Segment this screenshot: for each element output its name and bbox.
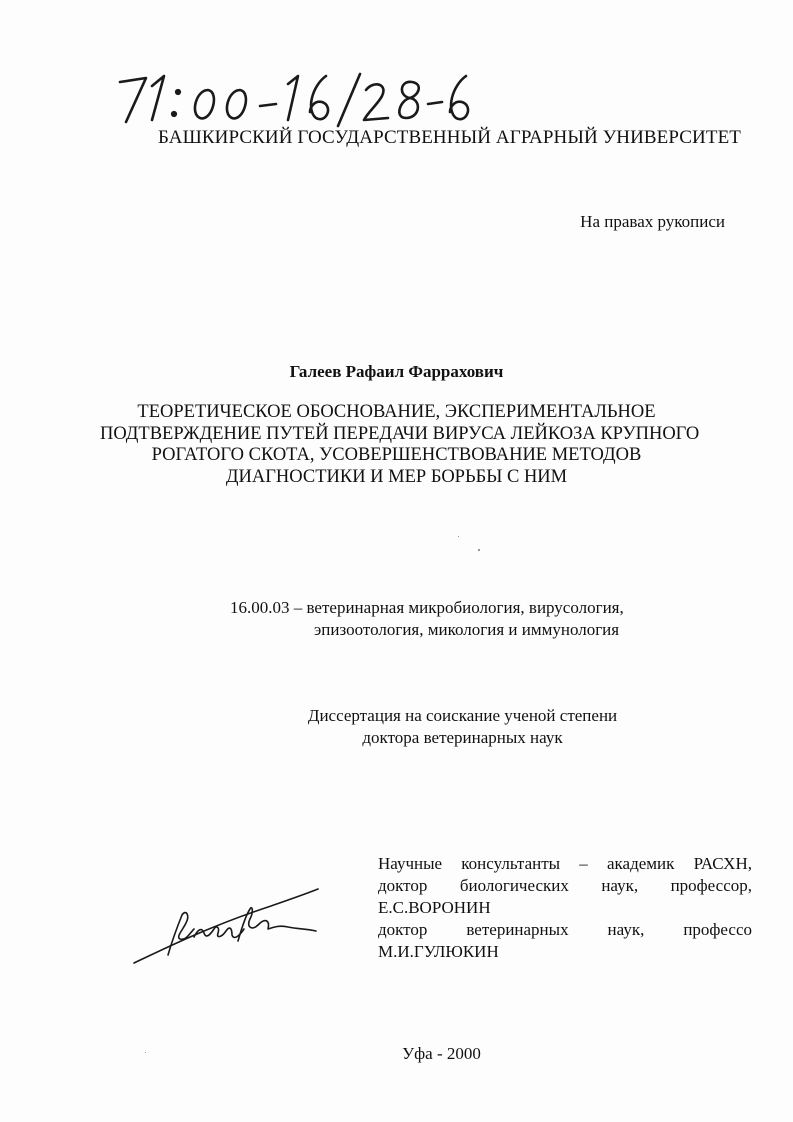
author-name: Галеев Рафаил Фаррахович <box>289 362 504 381</box>
dissertation-title <box>100 402 700 488</box>
degree-line: доктора ветеринарных наук <box>362 728 563 747</box>
manuscript-rights-note: На правах рукописи <box>580 212 725 231</box>
consultant-line: доктор ветеринарных наук, профессо <box>378 920 752 939</box>
author-signature <box>128 885 328 965</box>
title-line: ДИАГНОСТИКИ И МЕР БОРЬБЫ С НИМ <box>225 466 568 487</box>
title-line: РОГАТОГО СКОТА, УСОВЕРШЕНСТВОВАНИЕ МЕТОДОВ <box>151 445 642 465</box>
consultant-line: Научные консультанты – академик РАСХН, <box>378 854 752 873</box>
university-name: БАШКИРСКИЙ ГОСУДАРСТВЕННЫЙ АГРАРНЫЙ УНИВЕРСИТЕТ <box>158 127 741 148</box>
specialty-line: эпизоотология, микология и иммунология <box>314 620 620 639</box>
scan-speck <box>145 1052 146 1053</box>
signature-drawing <box>128 885 328 965</box>
city-and-year: Уфа - 2000 <box>402 1044 481 1063</box>
title-line: ТЕОРЕТИЧЕСКОЕ ОБОСНОВАНИЕ, ЭКСПЕРИМЕНТАЛЬНОЕ <box>137 402 656 422</box>
scientific-consultants <box>378 853 752 963</box>
degree-line: Диссертация на соискание ученой степени <box>307 706 618 725</box>
specialty-line: 16.00.03 – ветеринарная микробиология, вирусология, <box>230 598 624 617</box>
handwritten-catalog-number-drawing <box>112 70 472 130</box>
scan-speck <box>458 536 459 537</box>
handwritten-catalog-number <box>112 70 472 130</box>
title-line: ПОДТВЕРЖДЕНИЕ ПУТЕЙ ПЕРЕДАЧИ ВИРУСА ЛЕЙКОЗА КРУПНОГО <box>100 423 700 444</box>
specialty-code <box>230 597 624 641</box>
consultant-name: Е.С.ВОРОНИН <box>378 898 491 917</box>
degree-statement <box>0 705 793 749</box>
consultant-name: М.И.ГУЛЮКИН <box>378 942 499 961</box>
consultant-line: доктор биологических наук, профессор, <box>378 876 752 895</box>
scan-speck <box>478 549 480 551</box>
